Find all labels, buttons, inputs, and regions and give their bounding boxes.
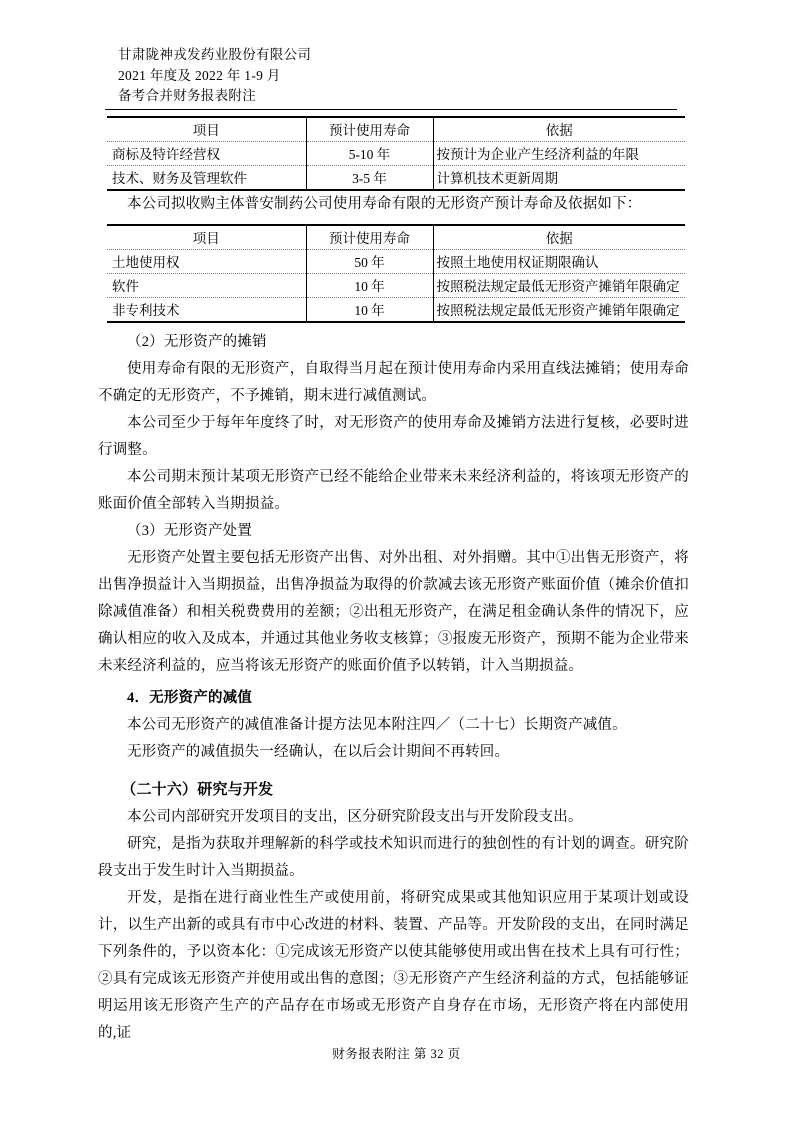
paragraph: 研究，是指为获取并理解新的科学或技术知识而进行的独创性的有计划的调查。研究阶段支出于发生时计入当期损益。 xyxy=(98,835,689,879)
paragraph: 使用寿命有限的无形资产，自取得当月起在预计使用寿命内采用直线法摊销；使用寿命不确定的无形资产，不予摊销，期末进行减值测试。 xyxy=(98,360,689,404)
company-name: 甘肃陇神戎发药业股份有限公司 xyxy=(118,47,312,62)
paragraph: 本公司内部研究开发项目的支出，区分研究阶段支出与开发阶段支出。 xyxy=(127,808,583,825)
table-row xyxy=(107,165,685,190)
report-title: 备考合并财务报表附注 xyxy=(118,88,256,103)
table-cell: 按照税法规定最低无形资产摊销年限确定 xyxy=(436,303,680,318)
table-header-cell: 项目 xyxy=(107,225,306,250)
section-heading: （二十六）研究与开发 xyxy=(121,781,274,798)
paragraph: 无形资产处置主要包括无形资产出售、对外出租、对外捐赠。其中①出售无形资产，将出售净损益计入当期损益，出售净损益为取得的价款减去该无形资产账面价值（摊余价值扣除减值准备）和相关税费费用的差额；②出租无形资产，在满足租金确认条件的情况下，应确认相应的收入及成本，并通过其他业务收支核算；③报废无形资产，预期不能为企业带来未来经济利益的，应当将该无形资产的账面价值予以转销，计入当期损益。 xyxy=(98,549,689,674)
table-row xyxy=(107,273,685,297)
table-cell: 按照土地使用权证期限确认 xyxy=(433,249,685,273)
table-cell: 按预计为企业产生经济利益的年限 xyxy=(433,141,685,165)
table-header-row xyxy=(107,117,685,142)
table-cell: 技术、财务及管理软件 xyxy=(107,165,306,190)
intro-paragraph: 本公司拟收购主体普安制药公司使用寿命有限的无形资产预计寿命及依据如下： xyxy=(127,195,642,212)
table-cell: 计算机技术更新周期 xyxy=(436,171,558,186)
table-header-cell: 依据 xyxy=(433,225,685,250)
table-cell: 土地使用权 xyxy=(107,249,306,273)
table-header-cell: 项目 xyxy=(107,117,306,142)
company-intangible-life-table xyxy=(107,116,685,191)
table-row xyxy=(107,297,685,322)
table-cell: 按照税法规定最低无形资产摊销年限确定 xyxy=(433,273,685,297)
table-header-cell: 依据 xyxy=(433,117,685,142)
paragraph: 无形资产的减值损失一经确认，在以后会计期间不再转回。 xyxy=(127,743,510,760)
table-cell: 非专利技术 xyxy=(107,297,306,322)
paragraph: （3）无形资产处置 xyxy=(127,522,253,539)
table-row xyxy=(107,141,685,165)
paragraph: （2）无形资产的摊销 xyxy=(127,333,267,350)
table-header-cell: 预计使用寿命 xyxy=(306,117,433,142)
report-period: 2021 年度及 2022 年 1-9 月 xyxy=(118,67,281,83)
section-heading: 4．无形资产的减值 xyxy=(127,689,253,706)
table-cell: 软件 xyxy=(107,273,306,297)
page-footer: 财务报表附注 第 32 页 xyxy=(332,1047,461,1061)
paragraph: 本公司期末预计某项无形资产已经不能给企业带来未来经济利益的，将该项无形资产的账面价值全部转入当期损益。 xyxy=(98,468,689,512)
paragraph: 本公司至少于每年年度终了时，对无形资产的使用寿命及摊销方法进行复核，必要时进行调整。 xyxy=(98,414,689,458)
body-paragraphs xyxy=(98,329,689,1047)
table-cell: 10 年 xyxy=(306,297,433,322)
paragraph: 本公司无形资产的减值准备计提方法见本附注四／（二十七）长期资产减值。 xyxy=(127,716,627,733)
table-cell: 10 年 xyxy=(306,273,433,297)
document-content xyxy=(98,0,689,1047)
table-cell: 5-10 年 xyxy=(306,141,433,165)
table-cell: 商标及特许经营权 xyxy=(107,141,306,165)
puan-intangible-life-table xyxy=(107,224,685,323)
table-row xyxy=(107,249,685,273)
document-header xyxy=(118,0,689,107)
paragraph: 开发，是指在进行商业性生产或使用前，将研究成果或其他知识应用于某项计划或设计，以生产出新的或具有市中心改进的材料、装置、产品等。开发阶段的支出，在同时满足下列条件的，予以资本化：①完成该无形资产以使其能够使用或出售在技术上具有可行性；②具有完成该无形资产并使用或出售的意图；③无形资产产生经济利益的方式，包括能够证明运用该无形资产生产的产品存在市场或无形资产自身存在市场，无形资产将在内部使用的,证 xyxy=(98,889,689,1041)
table-cell: 3-5 年 xyxy=(306,165,433,190)
table-header-row xyxy=(107,225,685,250)
header-divider xyxy=(105,109,677,110)
table-cell: 50 年 xyxy=(306,249,433,273)
table-header-cell: 预计使用寿命 xyxy=(306,225,433,250)
